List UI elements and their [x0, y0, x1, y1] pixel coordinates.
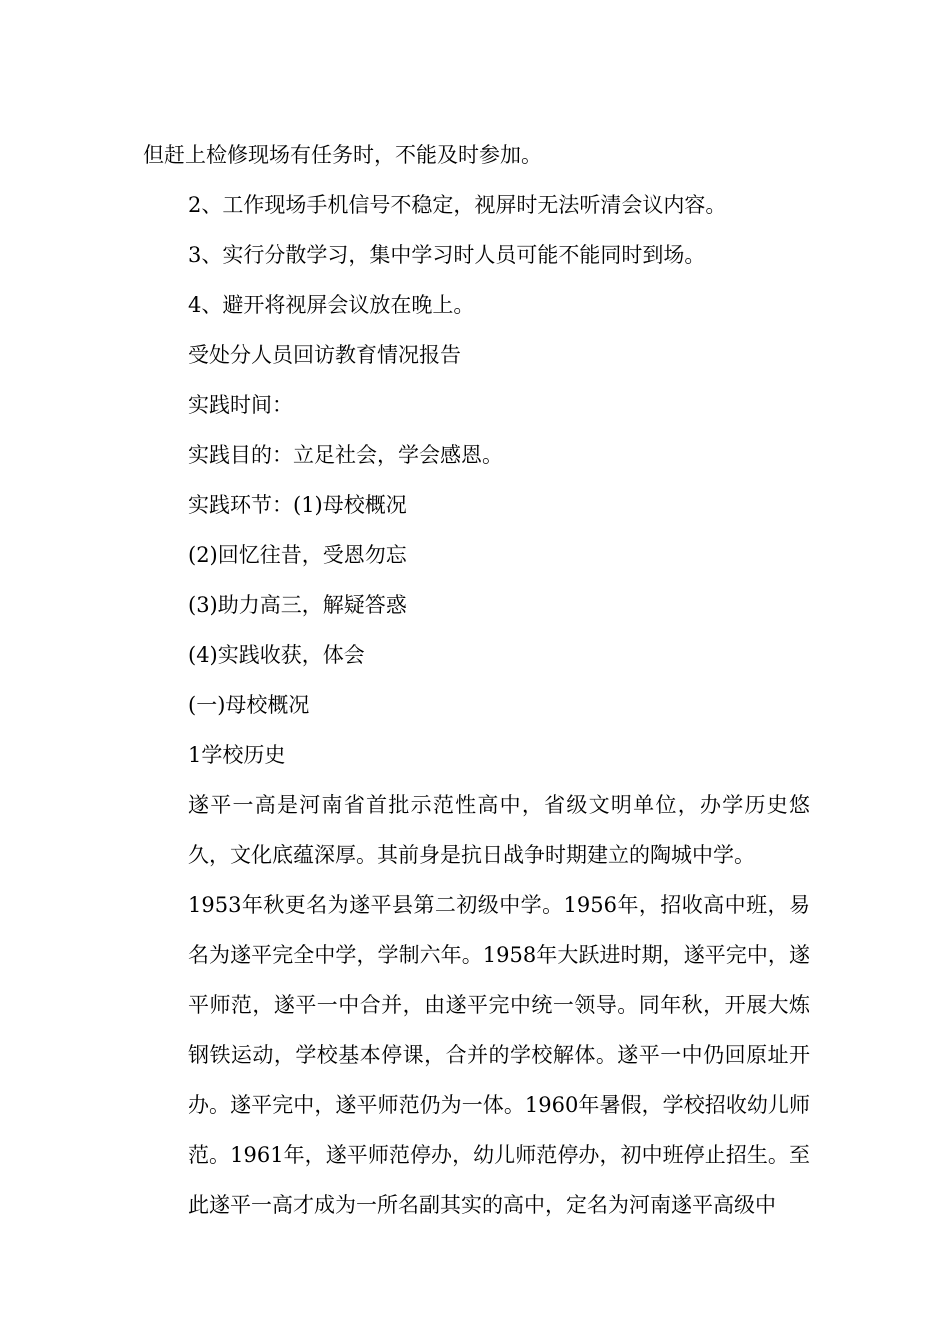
- practice-section-4: (4)实践收获，体会: [188, 643, 365, 667]
- document-body: [143, 130, 810, 1230]
- paragraph-4: 4、避开将视屏会议放在晚上。: [188, 293, 475, 317]
- practice-section-1: 实践环节：(1)母校概况: [188, 493, 407, 517]
- subsection-heading: 1学校历史: [188, 743, 286, 767]
- school-history-paragraph: 1953年秋更名为遂平县第二初级中学。1956年，招收高中班，易名为遂平完全中学，学制六年。1958年大跃进时期，遂平完中，遂平师范，遂平一中合并，由遂平完中统一领导。同年秋，开展大炼钢铁运动，学校基本停课，合并的学校解体。遂平一中仍回原址开办。遂平完中，遂平师范仍为一体。1960年暑假，学校招收幼儿师范。1961年，遂平师范停办，幼儿师范停办，初中班停止招生。至此遂平一高才成为一所名副其实的高中，定名为河南遂平高级中: [188, 893, 810, 1217]
- school-intro-paragraph: 遂平一高是河南省首批示范性高中，省级文明单位，办学历史悠久，文化底蕴深厚。其前身是抗日战争时期建立的陶城中学。: [188, 793, 810, 867]
- paragraph-1: 但赶上检修现场有任务时，不能及时参加。: [143, 143, 542, 167]
- practice-purpose: 实践目的：立足社会，学会感恩。: [188, 443, 503, 467]
- report-title: 受处分人员回访教育情况报告: [188, 343, 461, 367]
- paragraph-2: 2、工作现场手机信号不稳定，视屏时无法听清会议内容。: [188, 193, 727, 217]
- section-heading: (一)母校概况: [188, 693, 310, 717]
- practice-section-2: (2)回忆往昔，受恩勿忘: [188, 543, 407, 567]
- paragraph-3: 3、实行分散学习，集中学习时人员可能不能同时到场。: [188, 243, 706, 267]
- practice-section-3: (3)助力高三，解疑答惑: [188, 593, 407, 617]
- practice-time: 实践时间：: [188, 393, 293, 417]
